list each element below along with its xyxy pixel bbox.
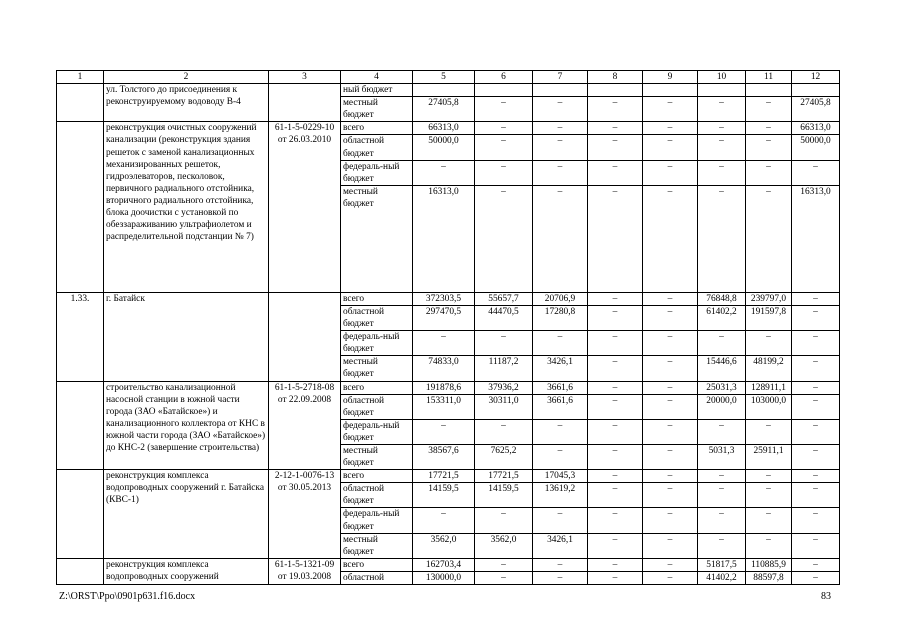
amount-cell: – (643, 444, 698, 469)
object-name: реконструкция комплекса водопроводных сооружений г. Батайска (КВС-1) (104, 470, 269, 559)
amount-cell: 130000,0 (413, 571, 475, 584)
amount-cell: – (792, 292, 840, 305)
amount-cell: 74833,0 (413, 356, 475, 381)
amount-cell: – (643, 185, 698, 292)
amount-cell: 297470,5 (413, 305, 475, 330)
amount-cell: – (475, 160, 533, 185)
column-header: 7 (533, 71, 588, 84)
funding-source: областной (341, 571, 413, 584)
column-header: 11 (746, 71, 792, 84)
amount-cell: – (643, 470, 698, 483)
amount-cell: – (475, 571, 533, 584)
funding-source: областной бюджет (341, 305, 413, 330)
funding-source: областной бюджет (341, 135, 413, 160)
amount-cell: 13619,2 (533, 483, 588, 508)
amount-cell: 3562,0 (413, 533, 475, 558)
column-header: 1 (57, 71, 104, 84)
amount-cell: – (588, 305, 643, 330)
column-header: 5 (413, 71, 475, 84)
amount-cell: 103000,0 (746, 394, 792, 419)
amount-cell: 11187,2 (475, 356, 533, 381)
amount-cell: 3426,1 (533, 356, 588, 381)
amount-cell: – (746, 470, 792, 483)
row-number (57, 381, 104, 470)
column-header: 2 (104, 71, 269, 84)
amount-cell: 162703,4 (413, 558, 475, 571)
object-code (269, 84, 341, 122)
table-row (57, 84, 840, 97)
amount-cell: – (792, 305, 840, 330)
amount-cell: – (792, 331, 840, 356)
amount-cell: – (588, 356, 643, 381)
amount-cell: – (533, 185, 588, 292)
column-header: 12 (792, 71, 840, 84)
amount-cell: – (413, 508, 475, 533)
amount-cell (475, 84, 533, 97)
amount-cell: – (588, 185, 643, 292)
amount-cell: – (643, 394, 698, 419)
amount-cell: – (588, 533, 643, 558)
amount-cell: 17045,3 (533, 470, 588, 483)
amount-cell: – (792, 444, 840, 469)
funding-source: федераль-ный бюджет (341, 160, 413, 185)
amount-cell: – (746, 122, 792, 135)
amount-cell: 153311,0 (413, 394, 475, 419)
object-code: 2-12-1-0076-13 от 30.05.2013 (269, 470, 341, 559)
table-row (57, 122, 840, 135)
amount-cell: – (792, 508, 840, 533)
table-row (57, 381, 840, 394)
amount-cell (413, 84, 475, 97)
row-number (57, 84, 104, 122)
amount-cell: 20706,9 (533, 292, 588, 305)
funding-source: всего (341, 558, 413, 571)
column-header: 8 (588, 71, 643, 84)
amount-cell: 7625,2 (475, 444, 533, 469)
amount-cell: – (588, 122, 643, 135)
amount-cell: – (698, 533, 746, 558)
funding-source: местный бюджет (341, 97, 413, 122)
amount-cell: 239797,0 (746, 292, 792, 305)
table-row (57, 292, 840, 305)
funding-source: ный бюджет (341, 84, 413, 97)
amount-cell: – (643, 483, 698, 508)
amount-cell: 38567,6 (413, 444, 475, 469)
funding-source: местный бюджет (341, 444, 413, 469)
funding-source: местный бюджет (341, 533, 413, 558)
amount-cell: – (746, 185, 792, 292)
amount-cell: – (533, 135, 588, 160)
amount-cell: – (792, 558, 840, 571)
amount-cell: – (533, 97, 588, 122)
funding-source: местный бюджет (341, 356, 413, 381)
amount-cell: 20000,0 (698, 394, 746, 419)
object-name: ул. Толстого до присоединения к реконструируемому водоводу В-4 (104, 84, 269, 122)
amount-cell: 5031,3 (698, 444, 746, 469)
column-header: 3 (269, 71, 341, 84)
amount-cell: – (588, 97, 643, 122)
row-number (57, 470, 104, 559)
amount-cell: – (475, 558, 533, 571)
amount-cell: – (533, 571, 588, 584)
object-code: 61-1-5-2718-08 от 22.09.2008 (269, 381, 341, 470)
amount-cell: – (643, 558, 698, 571)
amount-cell (588, 84, 643, 97)
row-number (57, 122, 104, 292)
amount-cell: – (588, 135, 643, 160)
amount-cell: – (413, 419, 475, 444)
amount-cell: – (533, 122, 588, 135)
amount-cell: – (533, 508, 588, 533)
amount-cell: 110885,9 (746, 558, 792, 571)
amount-cell: 17721,5 (475, 470, 533, 483)
object-code: 61-1-5-1321-09 от 19.03.2008 (269, 558, 341, 584)
amount-cell: – (588, 483, 643, 508)
amount-cell: – (746, 419, 792, 444)
table-row (57, 558, 840, 571)
amount-cell: – (475, 135, 533, 160)
amount-cell: 30311,0 (475, 394, 533, 419)
amount-cell: 88597,8 (746, 571, 792, 584)
amount-cell: – (792, 160, 840, 185)
amount-cell: 66313,0 (413, 122, 475, 135)
column-header: 6 (475, 71, 533, 84)
amount-cell: – (413, 160, 475, 185)
object-code: 61-1-5-0229-10 от 26.03.2010 (269, 122, 341, 292)
amount-cell: – (588, 571, 643, 584)
funding-source: местный бюджет (341, 185, 413, 292)
amount-cell: – (643, 331, 698, 356)
amount-cell: 14159,5 (475, 483, 533, 508)
footer-file-path: Z:\ORST\Ppo\0901p631.f16.docx (59, 591, 196, 602)
amount-cell: – (533, 331, 588, 356)
amount-cell: – (643, 533, 698, 558)
amount-cell: – (643, 571, 698, 584)
amount-cell: – (746, 533, 792, 558)
amount-cell: – (588, 508, 643, 533)
amount-cell: 27405,8 (792, 97, 840, 122)
amount-cell: – (533, 444, 588, 469)
amount-cell: 14159,5 (413, 483, 475, 508)
amount-cell: – (746, 135, 792, 160)
amount-cell: – (792, 356, 840, 381)
amount-cell: – (588, 160, 643, 185)
amount-cell: 41402,2 (698, 571, 746, 584)
amount-cell: – (643, 97, 698, 122)
funding-source: федераль-ный бюджет (341, 419, 413, 444)
object-name: строительство канализационной насосной станции в южной части города (ЗАО «Батайское») и канализационного коллектора от КНС в южной части города (ЗАО «Батайское») до КНС-2 (завершение строительства) (104, 381, 269, 470)
amount-cell: 17721,5 (413, 470, 475, 483)
amount-cell (792, 84, 840, 97)
amount-cell: – (475, 419, 533, 444)
amount-cell: – (588, 558, 643, 571)
funding-source: областной бюджет (341, 394, 413, 419)
amount-cell (533, 84, 588, 97)
amount-cell: – (698, 483, 746, 508)
budget-table (56, 70, 840, 585)
column-header: 9 (643, 71, 698, 84)
amount-cell: – (698, 470, 746, 483)
amount-cell: – (533, 160, 588, 185)
amount-cell: – (413, 331, 475, 356)
amount-cell: – (643, 305, 698, 330)
amount-cell: – (588, 444, 643, 469)
amount-cell: 3661,6 (533, 394, 588, 419)
amount-cell: 128911,1 (746, 381, 792, 394)
amount-cell: 50000,0 (413, 135, 475, 160)
object-code (269, 292, 341, 381)
amount-cell: 191597,8 (746, 305, 792, 330)
funding-source: областной бюджет (341, 483, 413, 508)
amount-cell: – (533, 419, 588, 444)
object-name: реконструкция комплекса водопроводных сооружений (104, 558, 269, 584)
amount-cell: 48199,2 (746, 356, 792, 381)
row-number: 1.33. (57, 292, 104, 381)
amount-cell: 15446,6 (698, 356, 746, 381)
amount-cell: 3661,6 (533, 381, 588, 394)
row-number (57, 558, 104, 584)
column-header: 10 (698, 71, 746, 84)
amount-cell (746, 84, 792, 97)
amount-cell: – (698, 185, 746, 292)
amount-cell: 3426,1 (533, 533, 588, 558)
amount-cell: – (698, 508, 746, 533)
amount-cell: – (588, 470, 643, 483)
amount-cell: 16313,0 (413, 185, 475, 292)
amount-cell: – (643, 122, 698, 135)
amount-cell: 50000,0 (792, 135, 840, 160)
amount-cell: – (746, 508, 792, 533)
amount-cell: – (792, 483, 840, 508)
amount-cell: – (746, 331, 792, 356)
amount-cell: – (792, 470, 840, 483)
amount-cell: – (698, 135, 746, 160)
amount-cell: 61402,2 (698, 305, 746, 330)
amount-cell: – (792, 394, 840, 419)
amount-cell: – (475, 185, 533, 292)
amount-cell: – (746, 483, 792, 508)
amount-cell: 76848,8 (698, 292, 746, 305)
amount-cell: – (588, 394, 643, 419)
amount-cell: 25031,3 (698, 381, 746, 394)
amount-cell (698, 84, 746, 97)
amount-cell: – (643, 381, 698, 394)
amount-cell: – (475, 331, 533, 356)
amount-cell: – (643, 419, 698, 444)
amount-cell: 191878,6 (413, 381, 475, 394)
amount-cell: – (792, 419, 840, 444)
amount-cell: – (588, 292, 643, 305)
amount-cell: 27405,8 (413, 97, 475, 122)
amount-cell: – (475, 122, 533, 135)
amount-cell: – (698, 122, 746, 135)
footer-page-number: 83 (821, 591, 831, 602)
amount-cell: – (475, 97, 533, 122)
header-row (57, 71, 840, 84)
amount-cell: – (643, 356, 698, 381)
amount-cell: – (533, 558, 588, 571)
amount-cell: 37936,2 (475, 381, 533, 394)
amount-cell: – (698, 97, 746, 122)
amount-cell: – (792, 571, 840, 584)
funding-source: всего (341, 381, 413, 394)
amount-cell: 3562,0 (475, 533, 533, 558)
amount-cell: – (698, 160, 746, 185)
amount-cell: 16313,0 (792, 185, 840, 292)
amount-cell (643, 84, 698, 97)
table-row (57, 470, 840, 483)
amount-cell: 17280,8 (533, 305, 588, 330)
amount-cell: – (792, 533, 840, 558)
amount-cell: – (643, 292, 698, 305)
amount-cell: 44470,5 (475, 305, 533, 330)
amount-cell: – (588, 419, 643, 444)
object-name: реконструкция очистных сооружений канализации (реконструкция здания решеток с заменой канализационных механизированных решеток, гидроэлеваторов, песколовок, первичного радиального отстойника, вторичного радиального отстойника, блока доочистки с установкой по обеззараживанию ультрафиолетом и распределительной подстанции № 7) (104, 122, 269, 292)
funding-source: федераль-ный бюджет (341, 331, 413, 356)
amount-cell: 372303,5 (413, 292, 475, 305)
amount-cell: – (588, 331, 643, 356)
amount-cell: – (643, 508, 698, 533)
amount-cell: – (698, 419, 746, 444)
amount-cell: 55657,7 (475, 292, 533, 305)
object-name: г. Батайск (104, 292, 269, 381)
amount-cell: – (698, 331, 746, 356)
amount-cell: – (746, 97, 792, 122)
amount-cell: 66313,0 (792, 122, 840, 135)
funding-source: всего (341, 292, 413, 305)
funding-source: всего (341, 470, 413, 483)
amount-cell: – (643, 135, 698, 160)
amount-cell: – (588, 381, 643, 394)
amount-cell: – (475, 508, 533, 533)
amount-cell: – (746, 160, 792, 185)
amount-cell: 25911,1 (746, 444, 792, 469)
amount-cell: – (643, 160, 698, 185)
funding-source: всего (341, 122, 413, 135)
amount-cell: – (792, 381, 840, 394)
column-header: 4 (341, 71, 413, 84)
amount-cell: 51817,5 (698, 558, 746, 571)
funding-source: федераль-ный бюджет (341, 508, 413, 533)
